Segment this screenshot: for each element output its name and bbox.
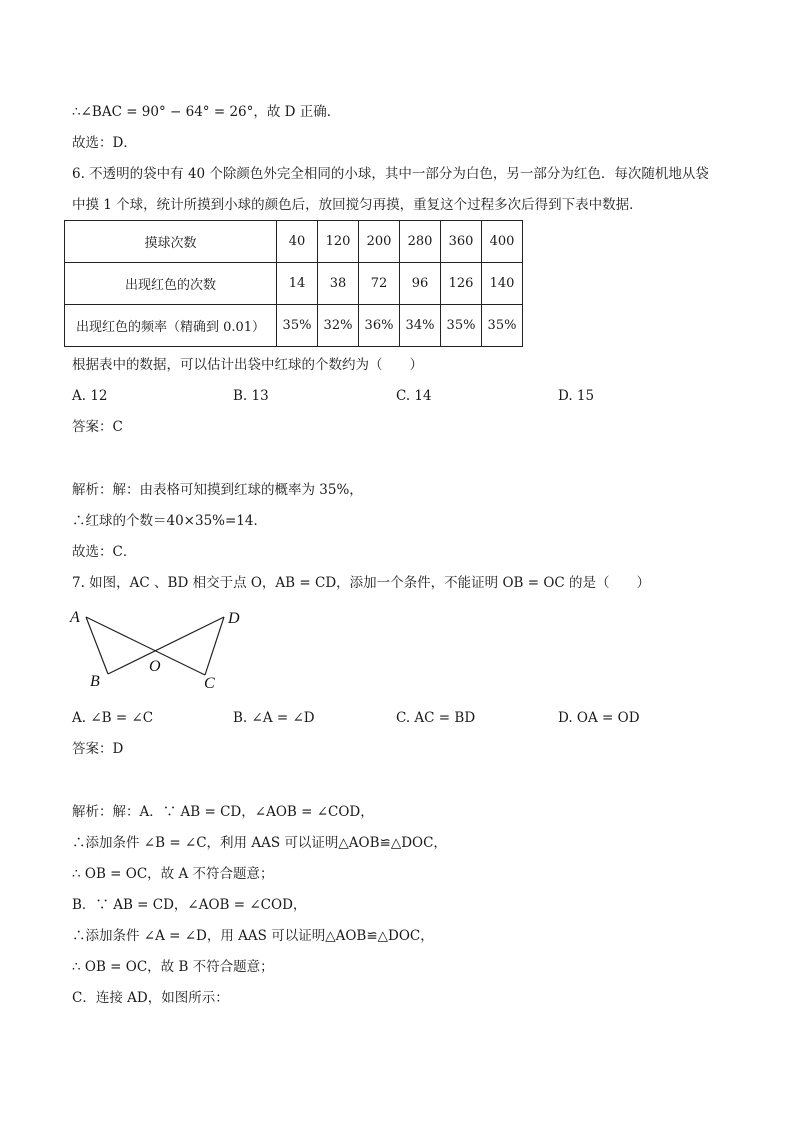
table-row xyxy=(65,305,523,347)
q7-answer: 答案：D xyxy=(72,741,124,757)
row-header-red-frequency: 出现红色的频率（精确到 0.01） xyxy=(65,305,277,347)
table-cell: 72 xyxy=(359,263,400,305)
q7-analysis-line-3: ∴ OB = OC，故 A 不符合题意； xyxy=(72,866,274,882)
segment-dc xyxy=(205,617,224,675)
table-cell: 35% xyxy=(441,305,482,347)
q6-analysis-line-3: 故选：C． xyxy=(72,544,137,560)
segment-ac xyxy=(86,617,205,675)
table-cell: 36% xyxy=(359,305,400,347)
table-cell: 32% xyxy=(318,305,359,347)
table-cell: 40 xyxy=(277,221,318,263)
table-cell: 126 xyxy=(441,263,482,305)
point-label-o: O xyxy=(149,658,161,675)
table-cell: 400 xyxy=(482,221,523,263)
q6-question: 根据表中的数据，可以估计出袋中红球的个数约为（ ） xyxy=(72,357,423,373)
table-cell: 96 xyxy=(400,263,441,305)
q6-option-c: C. 14 xyxy=(396,388,432,404)
q6-option-b: B. 13 xyxy=(233,388,269,404)
q7-option-d: D. OA = OD xyxy=(558,710,640,726)
table-cell: 35% xyxy=(482,305,523,347)
q7-analysis-line-2: ∴添加条件 ∠B = ∠C，利用 AAS 可以证明△AOB≌△DOC， xyxy=(72,835,447,851)
table-cell: 140 xyxy=(482,263,523,305)
q7-analysis-line-1: 解析：解：A．∵ AB = CD，∠AOB = ∠COD， xyxy=(72,804,374,820)
table-cell: 34% xyxy=(400,305,441,347)
bowtie-triangle-figure xyxy=(64,600,264,695)
point-label-a: A xyxy=(70,609,80,626)
point-label-c: C xyxy=(204,675,215,692)
prev-solution-line-2: 故选：D． xyxy=(72,135,137,151)
table-cell: 35% xyxy=(277,305,318,347)
q6-option-d: D. 15 xyxy=(558,388,595,404)
point-label-d: D xyxy=(228,610,240,627)
q7-option-a: A. ∠B = ∠C xyxy=(72,710,154,726)
row-header-red-count: 出现红色的次数 xyxy=(65,263,277,305)
table-row xyxy=(65,221,523,263)
table-cell: 120 xyxy=(318,221,359,263)
prev-solution-line-1: ∴∠BAC = 90° − 64° = 26°，故 D 正确． xyxy=(72,104,341,120)
table-cell: 280 xyxy=(400,221,441,263)
table-cell: 200 xyxy=(359,221,400,263)
q7-analysis-line-4: B．∵ AB = CD，∠AOB = ∠COD， xyxy=(72,897,307,913)
table-row xyxy=(65,263,523,305)
table-cell: 38 xyxy=(318,263,359,305)
q7-option-c: C. AC = BD xyxy=(396,710,476,726)
table-cell: 14 xyxy=(277,263,318,305)
table-cell: 360 xyxy=(441,221,482,263)
q6-answer: 答案：C xyxy=(72,419,123,435)
q6-stem-line-2: 中摸 1 个球，统计所摸到小球的颜色后，放回搅匀再摸，重复这个过程多次后得到下表中数据． xyxy=(72,197,643,213)
q7-analysis-line-5: ∴添加条件 ∠A = ∠D，用 AAS 可以证明△AOB≌△DOC， xyxy=(72,928,434,944)
q6-stem-line-1: 6. 不透明的袋中有 40 个除颜色外完全相同的小球，其中一部分为白色，另一部分为红色．每次随机地从袋 xyxy=(72,166,709,182)
q7-analysis-line-6: ∴ OB = OC，故 B 不符合题意； xyxy=(72,959,274,975)
q6-analysis-line-1: 解析：解：由表格可知摸到红球的概率为 35%， xyxy=(72,482,363,498)
q6-option-a: A. 12 xyxy=(72,388,108,404)
segment-db xyxy=(108,617,224,674)
row-header-draws: 摸球次数 xyxy=(65,221,277,263)
q7-analysis-line-7: C．连接 AD，如图所示： xyxy=(72,990,229,1006)
q6-analysis-line-2: ∴红球的个数＝40×35%=14． xyxy=(72,513,267,529)
q7-option-b: B. ∠A = ∠D xyxy=(233,710,315,726)
frequency-table xyxy=(64,220,523,347)
point-label-b: B xyxy=(90,673,100,690)
q7-stem: 7. 如图，AC 、BD 相交于点 O，AB = CD，添加一个条件，不能证明 OB = OC 的是（ ） xyxy=(72,575,651,591)
